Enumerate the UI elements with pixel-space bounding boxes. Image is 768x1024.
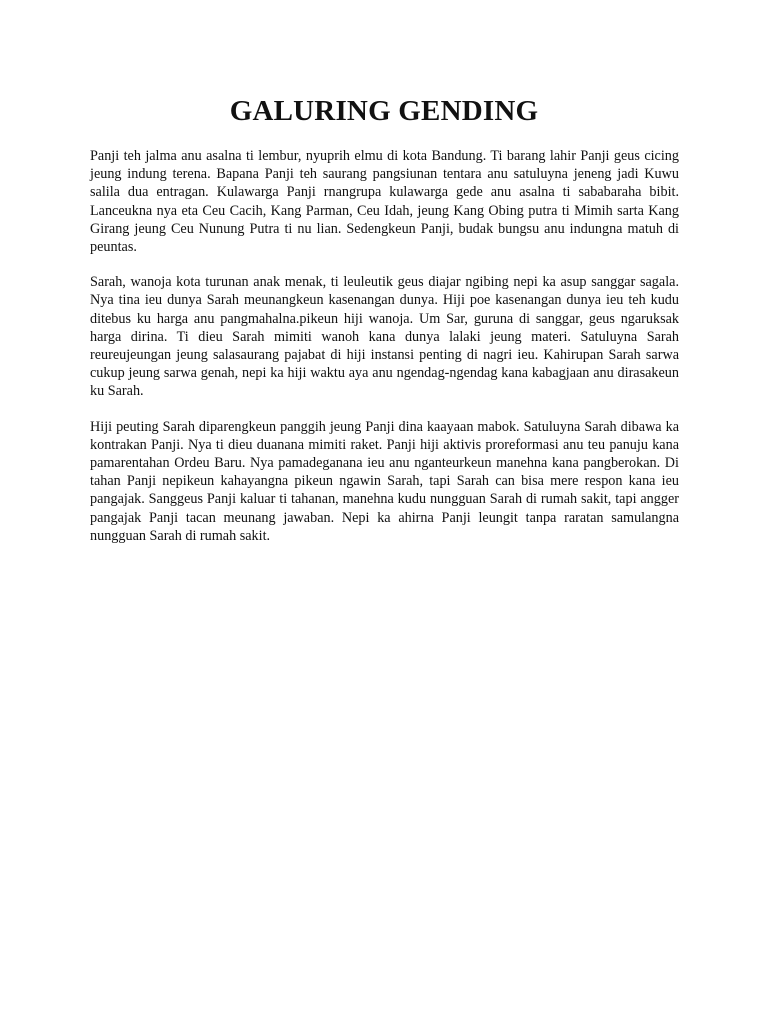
paragraph-2: Sarah, wanoja kota turunan anak menak, ti leuleutik geus diajar ngibing nepi ka asup sanggar sagala. Nya tina ieu dunya Sarah meunangkeun kasenangan dunya. Hiji poe kasenangan dunya ieu teh kudu ditebus ku harga anu pangmahalna.pikeun hiji wanoja. Um Sar, guruna di sanggar, geus ngaruksak harga dirina. Ti dieu Sarah mimiti wanoh kana dunya lalaki jeung materi. Satuluyna Sarah reureujeungan jeung salasaurang pajabat di hiji instansi penting di nagri ieu. Kahirupan Sarah sarwa cukup jeung sarwa genah, nepi ka hiji waktu aya anu ngendag-ngendag kana kabagjaan anu dirasakeun ku Sarah. (90, 274, 679, 400)
document-body (90, 147, 679, 562)
paragraph-1: Panji teh jalma anu asalna ti lembur, nyuprih elmu di kota Bandung. Ti barang lahir Panji geus cicing jeung indung terena. Bapana Panji teh saurang pangsiunan tentara anu satuluyna jeneng jadi Kuwu salila dua entragan. Kulawarga Panji rnangrupa kulawarga gede anu asalna ti sababaraha bibit. Lanceukna nya eta Ceu Cacih, Kang Parman, Ceu Idah, jeung Kang Obing putra ti Mimih sarta Kang Girang jeung Ceu Nunung Putra ti nu lian. Sedengkeun Panji, budak bungsu anu indungna matuh di peuntas. (90, 148, 679, 256)
paragraph-3: Hiji peuting Sarah diparengkeun panggih jeung Panji dina kaayaan mabok. Satuluyna Sarah dibawa ka kontrakan Panji. Nya ti dieu duanana mimiti raket. Panji hiji aktivis proreformasi anu teu panuju kana pamarentahan Ordeu Baru. Nya pamadeganana ieu anu nganteurkeun manehna kana pangberokan. Di tahan Panji nepikeun kahayangna pikeun ngawin Sarah, tapi Sarah can bisa mere respon kana ieu pangajak. Sanggeus Panji kaluar ti tahanan, manehna kudu nungguan Sarah di rumah sakit, tapi angger pangajak Panji tacan meunang jawaban. Nepi ka ahirna Panji leungit tanpa raratan samulangna nungguan Sarah di rumah sakit. (90, 418, 679, 544)
document-title: GALURING GENDING (229, 95, 539, 127)
